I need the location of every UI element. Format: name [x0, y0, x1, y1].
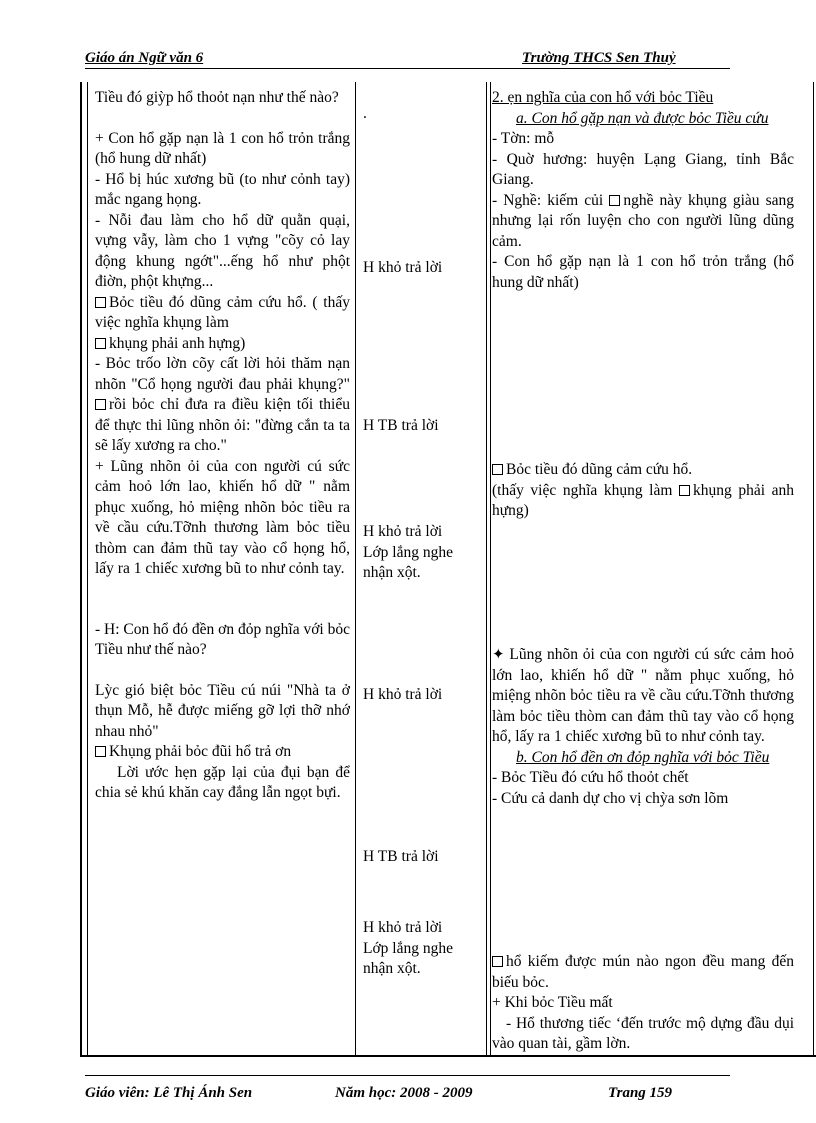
content-paragraph: + Lũng nhõn ỏi của con người cú sức cảm hoỏ lớn lao, khiến hổ dữ " nằm phục xuống, hỏ miệng nhõn bỏc tiều ra về cầu cứu.Tỡnh thương làm bỏc tiều thòm can đảm thũ tay vào cổ họng hổ, lấy ra 1 chiếc xương bũ to như cỏnh tay. — [95, 457, 350, 577]
table-divider — [486, 82, 487, 1055]
footer-teacher: Giáo viên: Lê Thị Ánh Sen — [85, 1085, 253, 1101]
student-activity: H TB trả lời — [363, 848, 439, 865]
header-rule — [85, 68, 730, 69]
subsection-heading: b. Con hổ đền ơn đỏp nghĩa với bỏc Tiều — [516, 748, 770, 766]
square-bullet-icon — [95, 746, 106, 757]
content-paragraph: Lời ước hẹn gặp lại của đụi bạn để chia sẻ khú khăn cay đắng lẫn ngọt bựi. — [95, 763, 350, 801]
content-item: (thấy việc nghĩa khụng làm khụng phải anh hựng) — [492, 481, 795, 519]
table-divider — [355, 82, 356, 1055]
content-paragraph: + Con hổ gặp nạn là 1 con hổ trỏn trắng (hổ hung dữ nhất) — [95, 129, 350, 167]
table-border — [813, 82, 814, 1055]
star-bullet-icon: ✦ — [492, 647, 505, 663]
content-paragraph: - Hổ bị húc xương bũ (to như cỏnh tay) mắc ngang họng. — [95, 170, 350, 208]
subsection-heading: a. Con hổ gặp nạn và được bỏc Tiều cứu — [516, 109, 769, 127]
student-activity-dot: . — [363, 105, 367, 122]
content-paragraph: Bỏc tiều đó dũng cảm cứu hổ. ( thấy việc nghĩa khụng làm — [95, 293, 350, 331]
content-item: - Con hổ gặp nạn là 1 con hổ trỏn trắng (hổ hung dữ nhất) — [492, 253, 794, 291]
content-item: ✦ Lũng nhõn ỏi của con người cú sức cảm hoỏ lớn lao, khiến hổ dữ " nằm phục xuống, hỏ miệng nhõn bỏc tiều ra về cầu cứu.Tỡnh thương làm bỏc tiều thòm can đảm thũ tay vào cổ họng hổ, lấy ra 1 chiếc xương bũ to như cỏnh tay. — [492, 646, 795, 745]
section-heading: 2. ẹn nghĩa của con hổ với bỏc Tiều — [492, 89, 714, 106]
content-item: - Hổ thương tiếc ‘đến trước mộ dựng đầu dụi vào quan tài, gầm lờn. — [492, 1014, 794, 1052]
square-bullet-icon — [679, 485, 690, 496]
content-item: - Nghề: kiếm củi nghề này khụng giàu sang nhưng lại rốn luyện cho con người lũng dũng cảm. — [492, 191, 794, 250]
content-column — [492, 88, 794, 293]
student-activity: H TB trả lời — [363, 417, 439, 434]
content-item: hổ kiếm được mún nào ngon đều mang đến biếu bỏc. — [492, 953, 794, 991]
content-item: - Quờ hương: huyện Lạng Giang, tỉnh Bắc Giang. — [492, 150, 794, 188]
content-item: - Tờn: mỗ — [492, 130, 555, 147]
square-bullet-icon — [492, 464, 503, 475]
header-school: Trường THCS Sen Thuỷ — [522, 50, 676, 66]
table-divider — [490, 82, 491, 1055]
footer-rule — [85, 1075, 730, 1076]
content-paragraph: - Nỗi đau làm cho hổ dữ quằn quại, vựng vẫy, làm cho 1 vựng "cõy cỏ lay động khung ngớt"...ếng hổ như phột điờn, phột khựng... — [95, 211, 350, 290]
question-text: - H: Con hổ đó đền ơn đỏp nghĩa với bỏc Tiều như thế nào? — [95, 620, 350, 658]
square-bullet-icon — [95, 297, 106, 308]
content-item: Bỏc tiều đó dũng cảm cứu hổ. — [492, 460, 794, 481]
square-bullet-icon — [492, 956, 503, 967]
content-item: - Bỏc Tiều đó cứu hổ thoỏt chết — [492, 769, 689, 786]
footer-year: Năm học: 2008 - 2009 — [335, 1085, 473, 1101]
content-block — [492, 645, 794, 809]
square-bullet-icon — [95, 338, 106, 349]
content-block — [492, 952, 794, 1055]
content-paragraph: Khụng phải bỏc đũi hổ trả ơn — [95, 742, 350, 763]
student-activity: H khỏ trả lời — [363, 259, 443, 276]
lesson-table — [80, 82, 816, 1057]
footer-page-number: Trang 159 — [608, 1085, 673, 1101]
content-paragraph: - Bỏc trốo lờn cõy cất lời hỏi thăm nạn nhõn "Cổ họng người đau phải khụng?" rồi bỏc chỉ đưa ra điều kiện tối thiểu để thực thi lũng nhõn ỏi: "đừng cắn ta ta sẽ lấy xương ra cho." — [95, 355, 350, 454]
content-item: + Khi bỏc Tiều mất — [492, 994, 613, 1011]
content-paragraph: khụng phải anh hựng) — [95, 334, 350, 355]
student-activity: H khỏ trả lời Lớp lắng nghe nhận xột. — [363, 523, 453, 581]
header-title: Giáo án Ngữ văn 6 — [85, 50, 204, 66]
question-text: Tiều đó giỳp hổ thoỏt nạn như thế nào? — [95, 89, 339, 106]
student-activity: H khỏ trả lời — [363, 686, 443, 703]
square-bullet-icon — [609, 195, 620, 206]
activity-column — [95, 88, 350, 804]
table-border — [87, 82, 88, 1055]
content-item: - Cứu cả danh dự cho vị chỳa sơn lõm — [492, 789, 729, 807]
student-activity: H khỏ trả lời Lớp lắng nghe nhận xột. — [363, 919, 453, 977]
square-bullet-icon — [95, 399, 106, 410]
content-block — [492, 460, 794, 522]
content-paragraph: Lỳc gió biệt bỏc Tiều cú núi "Nhà ta ở thụn Mỗ, hễ được miếng gỡ lợi thỡ nhớ nhau nhỏ" — [95, 681, 350, 740]
